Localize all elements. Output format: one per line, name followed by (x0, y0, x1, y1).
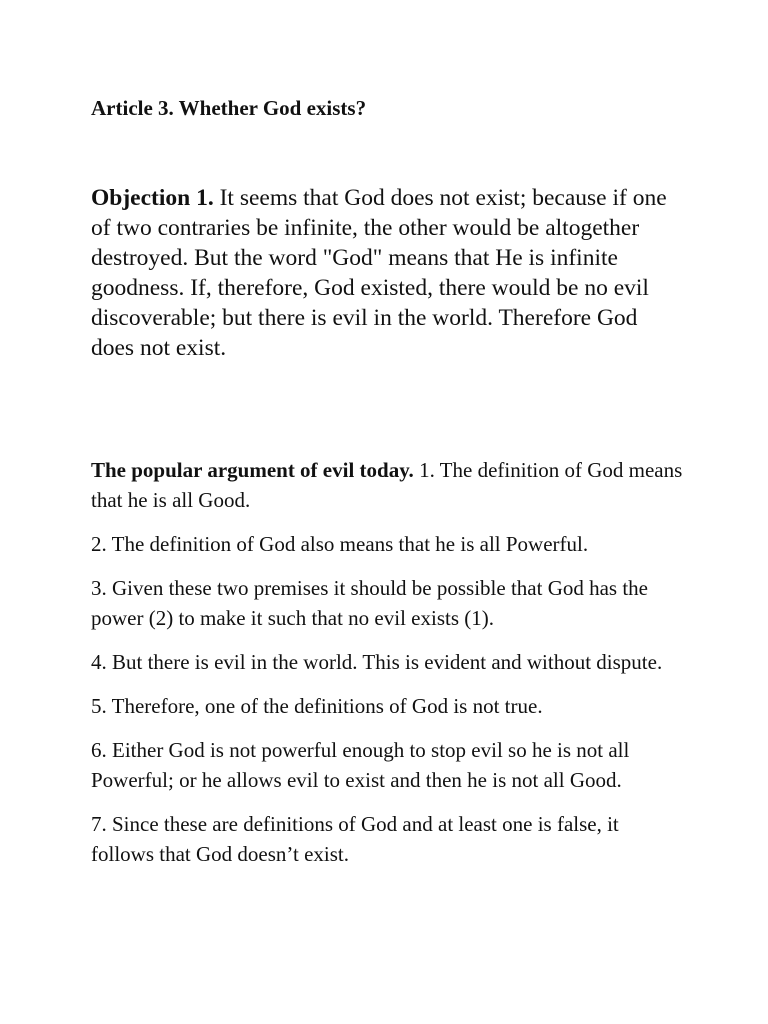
argument-point-7: 7. Since these are definitions of God and at least one is false, it follows that God doesn’t exist. (91, 812, 619, 866)
argument-label: The popular argument of evil today. (91, 458, 414, 482)
argument-point-2: 2. The definition of God also means that he is all Powerful. (91, 532, 589, 556)
objection-paragraph (91, 184, 683, 363)
argument-point-1-text: 1. The definition of God means that he is all Good. (91, 458, 683, 512)
argument-section (91, 455, 683, 883)
argument-point-1 (91, 455, 683, 515)
argument-point-5: 5. Therefore, one of the definitions of God is not true. (91, 694, 543, 718)
article-title: Article 3. Whether God exists? (91, 96, 367, 120)
argument-point-4: 4. But there is evil in the world. This is evident and without dispute. (91, 650, 663, 674)
objection-text: It seems that God does not exist; because if one of two contraries be infinite, the other would be altogether destroyed. But the word "God" means that He is infinite goodness. If, therefore, God existed, there would be no evil discoverable; but there is evil in the world. Therefore God does not exist. (91, 185, 667, 361)
argument-point-6: 6. Either God is not powerful enough to stop evil so he is not all Powerful; or he allows evil to exist and then he is not all Good. (91, 738, 630, 792)
argument-point-3: 3. Given these two premises it should be possible that God has the power (2) to make it such that no evil exists (1). (91, 576, 649, 630)
objection-label: Objection 1. (91, 185, 214, 211)
